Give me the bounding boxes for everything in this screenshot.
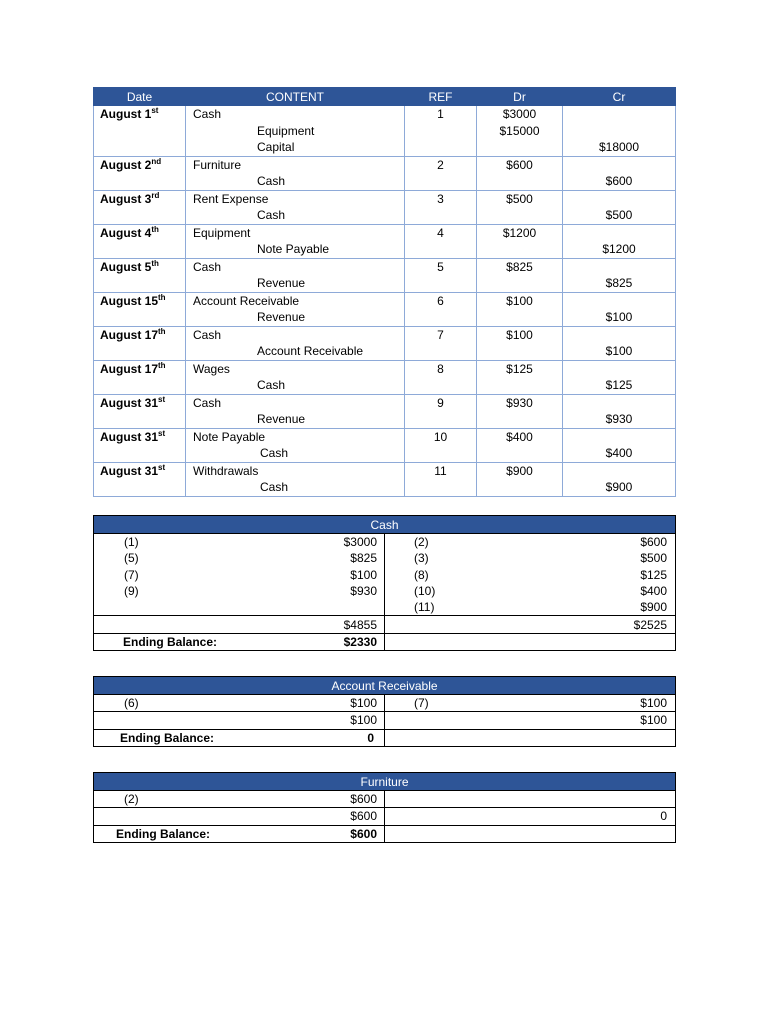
entry-ref — [405, 326, 477, 360]
cash-credit-total: $2525 — [385, 616, 676, 633]
entry-debit — [477, 190, 563, 224]
entry-ref-value: 4 — [437, 225, 444, 240]
entry-debit — [477, 462, 563, 496]
entry-ref — [405, 292, 477, 326]
credit-amount: $900 — [605, 480, 633, 494]
furniture-title: Furniture — [94, 773, 676, 791]
debit-amount: $100 — [506, 293, 533, 308]
credit-amount: $125 — [605, 378, 633, 392]
cash-entry-ref: (1) — [124, 535, 139, 550]
cash-entry-amount: $400 — [640, 584, 668, 599]
entry-credit — [563, 428, 676, 462]
ar-credit-amt: $100 — [640, 696, 667, 711]
furniture-ending-row — [94, 825, 676, 842]
cash-entry-amount: $825 — [350, 551, 377, 566]
entry-ref-value: 8 — [437, 361, 444, 376]
entry-date-suffix: th — [151, 258, 159, 268]
debit-amount — [477, 139, 562, 156]
ar-debit-amt: $100 — [350, 696, 377, 711]
credit-account-name: Revenue — [257, 412, 306, 426]
journal-entry-row — [94, 326, 676, 360]
cash-entry-ref: (5) — [124, 551, 139, 566]
credit-account-name: Cash — [257, 208, 286, 222]
journal-entry-row — [94, 292, 676, 326]
cash-entry-row — [94, 550, 676, 566]
entry-date-day: August 31 — [100, 395, 159, 410]
entry-ref — [405, 156, 477, 190]
credit-amount: $100 — [605, 310, 633, 324]
debit-account-name: Cash — [193, 395, 222, 410]
journal-header-row — [94, 88, 676, 106]
credit-account-name: Cash — [260, 446, 289, 460]
entry-credit — [563, 258, 676, 292]
cash-entry-ref: (9) — [124, 584, 139, 599]
credit-amount: $930 — [605, 412, 633, 426]
cash-entry-ref: (7) — [124, 567, 139, 582]
debit-amount — [477, 241, 562, 258]
cash-title: Cash — [94, 516, 676, 534]
debit-amount: $1200 — [502, 225, 537, 240]
cash-entry-amount: $930 — [350, 584, 377, 599]
journal-entry-row — [94, 190, 676, 224]
entry-ref-value: 5 — [437, 259, 444, 274]
entry-ref — [405, 190, 477, 224]
entry-credit — [563, 462, 676, 496]
entry-credit — [563, 156, 676, 190]
cash-entry-amount: $100 — [350, 567, 377, 582]
debit-amount: $400 — [506, 429, 533, 444]
entry-date-day: August 1 — [100, 107, 152, 121]
debit-amount — [477, 479, 562, 496]
entry-debit — [477, 106, 563, 157]
cash-entry-ref: (11) — [414, 600, 435, 615]
debit-account-name: Account Receivable — [193, 293, 300, 308]
credit-amount — [563, 191, 675, 208]
entry-content — [186, 394, 405, 428]
entry-date — [94, 156, 186, 190]
debit-account-name: Furniture — [193, 157, 242, 172]
entry-date-day: August 31 — [100, 463, 159, 478]
entry-content — [186, 190, 405, 224]
cash-debit-cell — [94, 550, 385, 566]
debit-amount — [477, 411, 562, 428]
entry-credit — [563, 360, 676, 394]
entry-content — [186, 428, 405, 462]
debit-amount: $100 — [506, 327, 533, 342]
entry-credit — [563, 292, 676, 326]
debit-amount: $15000 — [499, 123, 540, 138]
entry-ref-value: 6 — [437, 293, 444, 308]
ar-ending-row — [94, 729, 676, 746]
entry-content — [186, 292, 405, 326]
credit-account-name: Cash — [260, 480, 289, 494]
cash-entry-row — [94, 534, 676, 551]
credit-amount: $1200 — [602, 242, 636, 256]
credit-amount — [563, 463, 675, 480]
journal-entry-row — [94, 462, 676, 496]
debit-amount — [477, 445, 562, 462]
debit-account-name: Wages — [193, 361, 230, 376]
ar-ending-label: Ending Balance: — [120, 730, 215, 745]
credit-account-name: Revenue — [257, 276, 306, 290]
entry-credit — [563, 394, 676, 428]
entry-content — [186, 156, 405, 190]
cash-ending-value: $2330 — [343, 634, 377, 649]
cash-debit-cell — [94, 583, 385, 599]
entry-date-suffix: th — [151, 224, 159, 234]
credit-account-name: Note Payable — [257, 242, 330, 256]
cash-debit-cell — [94, 599, 385, 616]
ar-totals-row — [94, 712, 676, 729]
entry-ref-value: 9 — [437, 395, 444, 410]
cash-entry-amount: $600 — [640, 535, 668, 550]
debit-amount — [477, 309, 562, 326]
ar-ending-value: 0 — [367, 730, 374, 745]
cash-entry-amount: $125 — [640, 567, 668, 582]
cash-entry-ref: (10) — [414, 584, 436, 599]
entry-date — [94, 190, 186, 224]
entry-ref-value: 7 — [437, 327, 444, 342]
entry-date-day: August 17 — [100, 327, 159, 342]
debit-amount: $125 — [506, 361, 533, 376]
debit-account-name: Equipment — [193, 225, 251, 240]
entry-date-day: August 3 — [100, 191, 152, 206]
cash-entry-row — [94, 567, 676, 583]
debit-amount — [477, 173, 562, 190]
cash-totals-row — [94, 616, 676, 633]
debit-account-name: Cash — [193, 327, 222, 342]
credit-amount: $600 — [605, 174, 633, 188]
furniture-entry-row — [94, 791, 676, 808]
header-cr: Cr — [563, 88, 676, 106]
furniture-totals-row — [94, 808, 676, 825]
cash-credit-cell — [385, 550, 676, 566]
cash-debit-total: $4855 — [94, 616, 385, 633]
entry-content — [186, 224, 405, 258]
debit-amount: $825 — [506, 259, 533, 274]
credit-amount: $100 — [605, 344, 633, 358]
furniture-debit-ref: (2) — [124, 792, 139, 807]
debit-amount: $600 — [506, 157, 533, 172]
debit-amount: $500 — [506, 191, 533, 206]
entry-ref — [405, 360, 477, 394]
entry-credit — [563, 190, 676, 224]
credit-amount — [563, 327, 675, 344]
debit-amount: $3000 — [502, 107, 537, 121]
entry-ref-value: 11 — [434, 463, 447, 478]
cash-t-account — [93, 515, 676, 651]
entry-date — [94, 106, 186, 157]
cash-entry-ref: (2) — [414, 535, 429, 550]
journal-entry-row — [94, 428, 676, 462]
entry-ref — [405, 462, 477, 496]
cash-ending-row — [94, 633, 676, 650]
furniture-ending-value: $600 — [350, 826, 377, 841]
cash-entry-amount: $900 — [640, 600, 668, 615]
cash-entries — [94, 534, 676, 616]
header-ref: REF — [405, 88, 477, 106]
entry-debit — [477, 428, 563, 462]
cash-entry-row — [94, 583, 676, 599]
credit-amount: $825 — [605, 276, 633, 290]
credit-account-name: Cash — [257, 378, 286, 392]
entry-ref — [405, 428, 477, 462]
entry-credit — [563, 106, 676, 157]
debit-amount: $900 — [506, 463, 533, 478]
entry-ref — [405, 394, 477, 428]
entry-content — [186, 258, 405, 292]
debit-amount — [477, 377, 562, 394]
ar-credit-total: $100 — [385, 712, 676, 729]
furniture-ending-label: Ending Balance: — [116, 826, 211, 841]
furniture-debit-total: $600 — [94, 808, 385, 825]
entry-date — [94, 394, 186, 428]
credit-amount: $500 — [605, 208, 633, 222]
entry-date-suffix: th — [158, 360, 166, 370]
credit-amount — [563, 293, 675, 310]
credit-amount: $400 — [605, 446, 633, 460]
entry-debit — [477, 326, 563, 360]
entry-date-day: August 5 — [100, 259, 152, 274]
entry-debit — [477, 258, 563, 292]
journal-entry-row — [94, 394, 676, 428]
entry-date-suffix: st — [158, 462, 166, 472]
entry-date-day: August 31 — [100, 429, 159, 444]
entry-content — [186, 360, 405, 394]
entry-debit — [477, 360, 563, 394]
entry-debit — [477, 224, 563, 258]
credit-account-name: Cash — [257, 174, 286, 188]
entry-ref-value: 10 — [433, 429, 448, 444]
entry-credit — [563, 326, 676, 360]
journal-entry-row — [94, 106, 676, 157]
credit-amount — [563, 395, 675, 412]
debit-amount: $930 — [506, 395, 533, 410]
credit-account-name: Account Receivable — [257, 344, 364, 358]
entry-date-suffix: th — [158, 292, 166, 302]
credit-amount — [563, 106, 675, 123]
credit-amount: $18000 — [598, 140, 640, 154]
entry-date — [94, 292, 186, 326]
credit-amount — [563, 259, 675, 276]
cash-credit-cell — [385, 567, 676, 583]
entry-date-day: August 4 — [100, 225, 152, 240]
entry-date-suffix: st — [158, 394, 166, 404]
entry-ref-value: 2 — [437, 157, 444, 172]
header-content: CONTENT — [186, 88, 405, 106]
furniture-credit-total: 0 — [385, 808, 676, 825]
cash-entry-amount: $500 — [640, 551, 668, 566]
debit-account-name: Cash — [193, 107, 222, 121]
debit-amount — [477, 343, 562, 360]
journal-entry-row — [94, 360, 676, 394]
cash-debit-cell — [94, 534, 385, 551]
entry-ref — [405, 106, 477, 157]
cash-debit-cell — [94, 567, 385, 583]
entry-content — [186, 106, 405, 157]
debit-amount — [477, 207, 562, 224]
credit-amount — [563, 157, 675, 174]
header-dr: Dr — [477, 88, 563, 106]
entry-ref-value: 1 — [437, 107, 444, 121]
header-date: Date — [94, 88, 186, 106]
credit-account-name: Equipment — [257, 123, 315, 138]
entry-date-suffix: th — [158, 326, 166, 336]
ar-entry-row — [94, 695, 676, 712]
entry-date-day: August 17 — [100, 361, 159, 376]
journal-entry-row — [94, 156, 676, 190]
journal-entry-row — [94, 258, 676, 292]
entry-debit — [477, 292, 563, 326]
credit-account-name: Revenue — [257, 310, 306, 324]
general-journal-table — [93, 87, 676, 497]
entry-date-suffix: nd — [151, 156, 162, 166]
debit-amount — [477, 275, 562, 292]
entry-date — [94, 224, 186, 258]
entry-debit — [477, 156, 563, 190]
cash-entry-amount: $3000 — [343, 535, 377, 550]
entry-content — [186, 462, 405, 496]
cash-credit-cell — [385, 583, 676, 599]
ar-title: Account Receivable — [94, 677, 676, 695]
ar-credit-ref: (7) — [414, 696, 429, 711]
entry-content — [186, 326, 405, 360]
entry-debit — [477, 394, 563, 428]
ar-t-account — [93, 676, 676, 747]
cash-entry-row — [94, 599, 676, 616]
entry-date-suffix: st — [151, 106, 159, 115]
entry-date — [94, 360, 186, 394]
cash-entry-ref: (8) — [414, 567, 429, 582]
entry-date-day: August 2 — [100, 157, 152, 172]
furniture-debit-amt: $600 — [350, 792, 377, 807]
entry-date — [94, 462, 186, 496]
debit-account-name: Withdrawals — [193, 463, 259, 478]
debit-account-name: Cash — [193, 259, 222, 274]
entry-ref — [405, 224, 477, 258]
entry-date-day: August 15 — [100, 293, 159, 308]
entry-ref-value: 3 — [437, 191, 444, 206]
credit-amount — [563, 225, 675, 242]
entry-date-suffix: st — [158, 428, 166, 438]
credit-amount — [563, 123, 675, 140]
cash-ending-label: Ending Balance: — [123, 634, 218, 649]
debit-account-name: Note Payable — [193, 429, 266, 444]
entry-credit — [563, 224, 676, 258]
entry-date — [94, 326, 186, 360]
journal-entry-row — [94, 224, 676, 258]
credit-account-name: Capital — [257, 140, 295, 154]
furniture-t-account — [93, 772, 676, 843]
credit-amount — [563, 429, 675, 446]
cash-credit-cell — [385, 534, 676, 551]
entry-date-suffix: rd — [151, 190, 160, 200]
entry-date — [94, 428, 186, 462]
entry-ref — [405, 258, 477, 292]
cash-credit-cell — [385, 599, 676, 616]
journal-body — [94, 106, 676, 497]
ar-debit-ref: (6) — [124, 696, 139, 711]
ar-debit-total: $100 — [94, 712, 385, 729]
entry-date — [94, 258, 186, 292]
credit-amount — [563, 361, 675, 378]
cash-entry-ref: (3) — [414, 551, 429, 566]
debit-account-name: Rent Expense — [193, 191, 269, 206]
